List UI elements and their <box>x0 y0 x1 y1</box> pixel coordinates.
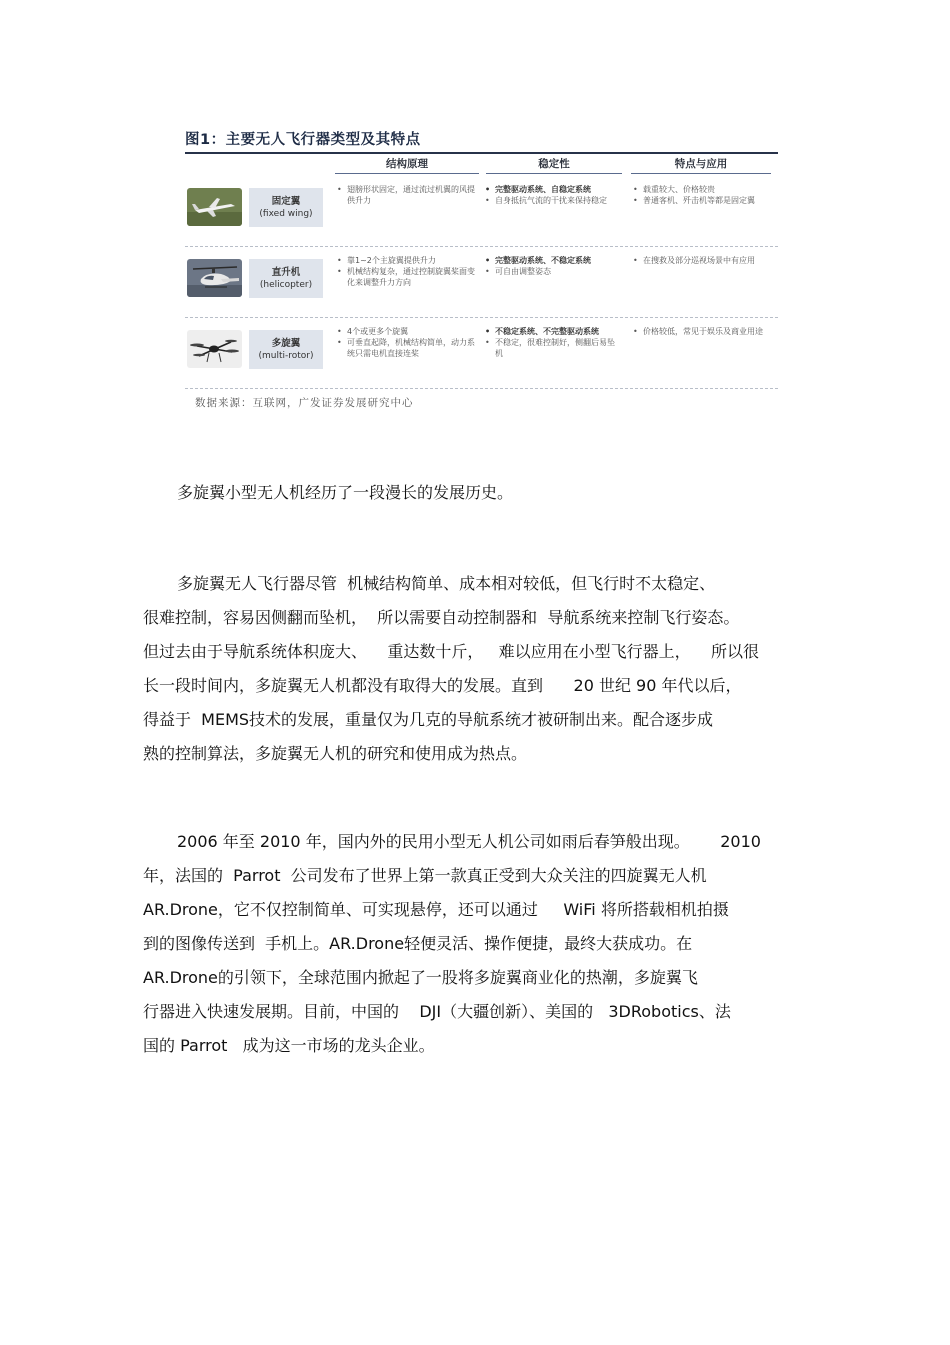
list-item: • 可垂直起降，机械结构简单，动力系统只需电机直接连桨 <box>337 337 475 359</box>
features-cell <box>633 184 773 206</box>
structure-cell <box>337 326 475 359</box>
multi-rotor-drone-photo <box>187 330 242 368</box>
text-line: 多旋翼小型无人机经历了一段漫长的发展历史。 <box>177 483 514 502</box>
type-label-helicopter: 直升机 (helicopter) <box>249 259 323 298</box>
type-label-fixed-wing: 固定翼 (fixed wing) <box>249 188 323 227</box>
header-structure: 结构原理 <box>335 156 479 174</box>
fixed-wing-aircraft-photo <box>187 188 242 226</box>
paragraph <box>143 825 813 1063</box>
stability-cell <box>485 255 620 277</box>
text-line: 但过去由于导航系统体积庞大、 重达数十斤， 难以应用在小型飞行器上， 所以很 <box>143 642 759 661</box>
header-features: 特点与应用 <box>631 156 771 174</box>
list-item: • 完整驱动系统、不稳定系统 <box>485 255 620 266</box>
text-line: 年，法国的 Parrot 公司发布了世界上第一款真正受到大众关注的四旋翼无人机 <box>143 866 707 885</box>
list-item: • 自身抵抗气流的干扰来保持稳定 <box>485 195 620 206</box>
table-row <box>185 247 778 318</box>
text-line: AR.Drone，它不仅控制简单、可实现悬停，还可以通过 WiFi 将所搭载相机拍摄 <box>143 900 729 919</box>
list-item: • 靠1~2个主旋翼提供升力 <box>337 255 475 266</box>
stability-cell <box>485 184 620 206</box>
figure-title: 图1：主要无人飞行器类型及其特点 <box>185 132 421 148</box>
list-item: • 不稳定，很难控制好，侧翻后易坠机 <box>485 337 620 359</box>
table-row <box>185 176 778 247</box>
figure-table <box>185 128 778 410</box>
list-item: • 机械结构复杂，通过控制旋翼桨面变化来调整升力方向 <box>337 266 475 288</box>
text-line: 多旋翼无人飞行器尽管 机械结构简单、成本相对较低，但飞行时不太稳定、 <box>177 574 716 593</box>
features-cell <box>633 326 773 337</box>
list-item: • 普通客机、歼击机等都是固定翼 <box>633 195 773 206</box>
structure-cell <box>337 184 475 206</box>
figure-source: 数据来源：互联网，广发证券发展研究中心 <box>195 397 414 409</box>
text-line: 熟的控制算法，多旋翼无人机的研究和使用成为热点。 <box>143 744 528 763</box>
helicopter-photo <box>187 259 242 297</box>
list-item: • 完整驱动系统、自稳定系统 <box>485 184 620 195</box>
list-item: • 在搜救及部分巡视场景中有应用 <box>633 255 773 266</box>
text-line: 到的图像传送到 手机上。AR.Drone轻便灵活、操作便捷，最终大获成功。在 <box>143 934 693 953</box>
list-item: • 价格较低，常见于娱乐及商业用途 <box>633 326 773 337</box>
table-row <box>185 318 778 389</box>
figure-header-row <box>185 154 778 176</box>
text-line: 得益于 MEMS技术的发展，重量仅为几克的导航系统才被研制出来。配合逐步成 <box>143 710 714 729</box>
list-item: • 载重较大、价格较贵 <box>633 184 773 195</box>
list-item: • 4个或更多个旋翼 <box>337 326 475 337</box>
paragraph <box>143 567 813 771</box>
stability-cell <box>485 326 620 359</box>
text-line: 国的 Parrot 成为这一市场的龙头企业。 <box>143 1036 435 1055</box>
list-item: • 可自由调整姿态 <box>485 266 620 277</box>
features-cell <box>633 255 773 266</box>
list-item: • 翅膀形状固定，通过流过机翼的风提供升力 <box>337 184 475 206</box>
type-label-multi-rotor: 多旋翼 (multi-rotor) <box>249 330 323 369</box>
structure-cell <box>337 255 475 288</box>
paragraph <box>143 476 813 510</box>
text-line: AR.Drone的引领下，全球范围内掀起了一股将多旋翼商业化的热潮，多旋翼飞 <box>143 968 698 987</box>
text-line: 行器进入快速发展期。目前，中国的 DJI（大疆创新）、美国的 3DRobotics、法 <box>143 1002 731 1021</box>
header-stability: 稳定性 <box>486 156 622 174</box>
text-line: 很难控制，容易因侧翻而坠机， 所以需要自动控制器和 导航系统来控制飞行姿态。 <box>143 608 740 627</box>
text-line: 长一段时间内，多旋翼无人机都没有取得大的发展。直到 20 世纪 90 年代以后， <box>143 676 742 695</box>
text-line: 2006 年至 2010 年，国内外的民用小型无人机公司如雨后春笋般出现。 2010 <box>177 832 761 851</box>
list-item: • 不稳定系统、不完整驱动系统 <box>485 326 620 337</box>
